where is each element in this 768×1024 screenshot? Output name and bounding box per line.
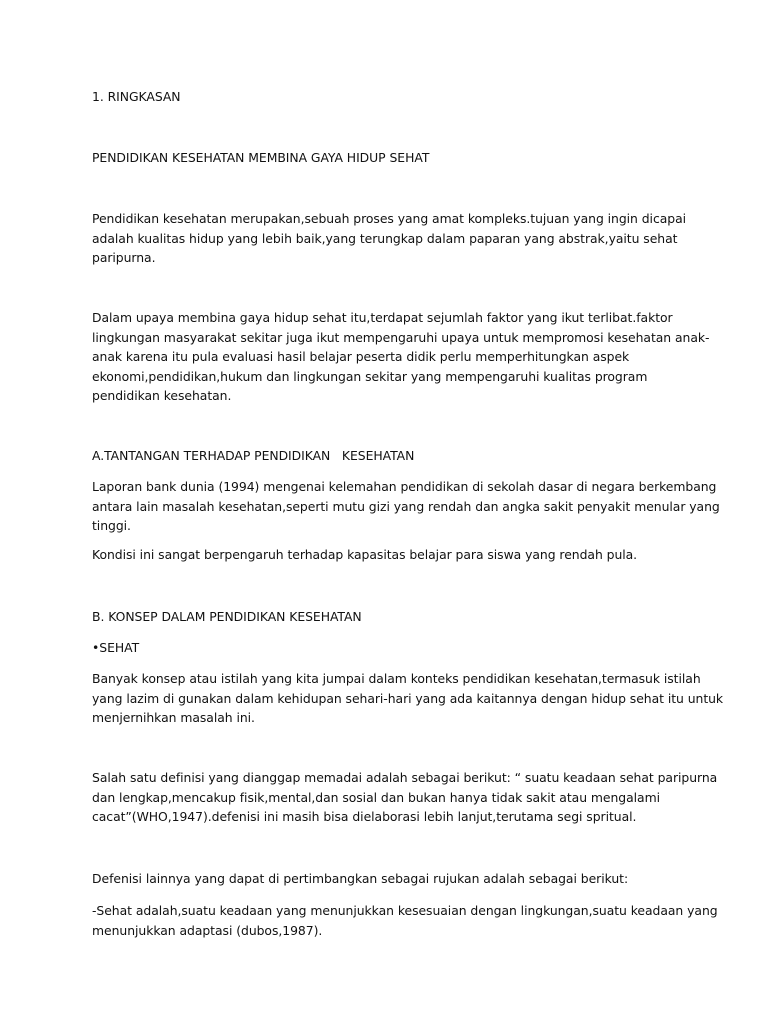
paragraph-6 (92, 768, 718, 827)
paragraph-line: menjernihkan masalah ini. (92, 710, 255, 725)
paragraph-1 (92, 209, 692, 268)
paragraph-line: menunjukkan adaptasi (dubos,1987). (92, 922, 323, 938)
section-heading-ringkasan: 1. RINGKASAN (92, 89, 181, 104)
bullet-sehat: •SEHAT (92, 640, 140, 655)
paragraph-line: Salah satu definisi yang dianggap memadai adalah sebagai berikut: “ suatu keadaan sehat paripurna (92, 770, 718, 785)
paragraph-line: Pendidikan kesehatan merupakan,sebuah proses yang amat kompleks.tujuan yang ingin dicapai (92, 211, 687, 226)
document-title: PENDIDIKAN KESEHATAN MEMBINA GAYA HIDUP SEHAT (92, 150, 430, 165)
paragraph-line: -Sehat adalah,suatu keadaan yang menunjukkan kesesuaian dengan lingkungan,suatu keadaan yang (92, 903, 718, 918)
paragraph-line: Laporan bank dunia (1994) mengenai kelemahan pendidikan di sekolah dasar di negara berkembang (92, 479, 717, 494)
paragraph-line: tinggi. (92, 518, 131, 533)
paragraph-8 (92, 901, 718, 940)
paragraph-line: dan lengkap,mencakup fisik,mental,dan sosial dan bukan hanya tidak sakit atau mengalami (92, 789, 660, 805)
paragraph-line: lingkungan masyarakat sekitar juga ikut mempengaruhi upaya untuk mempromosi kesehatan anak- (92, 329, 710, 345)
section-heading-a: A.TANTANGAN TERHADAP PENDIDIKAN KESEHATAN (92, 448, 415, 463)
paragraph-2 (92, 308, 710, 406)
paragraph-line: cacat”(WHO,1947).defenisi ini masih bisa dielaborasi lebih lanjut,terutama segi spritual. (92, 809, 637, 824)
paragraph-3 (92, 477, 720, 536)
paragraph-line: paripurna. (92, 250, 156, 265)
section-heading-b: B. KONSEP DALAM PENDIDIKAN KESEHATAN (92, 609, 362, 624)
paragraph-line: yang lazim di gunakan dalam kehidupan sehari-hari yang ada kaitannya dengan hidup sehat itu untuk (92, 690, 724, 706)
paragraph-line: pendidikan kesehatan. (92, 388, 232, 403)
paragraph-line: Banyak konsep atau istilah yang kita jumpai dalam konteks pendidikan kesehatan,termasuk istilah (92, 671, 701, 686)
paragraph-line: ekonomi,pendidikan,hukum dan lingkungan sekitar yang mempengaruhi kualitas program (92, 368, 648, 384)
paragraph-line: Dalam upaya membina gaya hidup sehat itu,terdapat sejumlah faktor yang ikut terlibat.faktor (92, 310, 673, 325)
paragraph-7: Defenisi lainnya yang dapat di pertimbangkan sebagai rujukan adalah sebagai berikut: (92, 871, 629, 886)
paragraph-4: Kondisi ini sangat berpengaruh terhadap kapasitas belajar para siswa yang rendah pula. (92, 547, 638, 562)
paragraph-line: antara lain masalah kesehatan,seperti mutu gizi yang rendah dan angka sakit penyakit menular yang (92, 498, 720, 514)
paragraph-5 (92, 669, 724, 728)
paragraph-line: anak karena itu pula evaluasi hasil belajar peserta didik perlu memperhitungkan aspek (92, 349, 630, 364)
paragraph-line: adalah kualitas hidup yang lebih baik,yang terungkap dalam paparan yang abstrak,yaitu sehat (92, 230, 678, 246)
